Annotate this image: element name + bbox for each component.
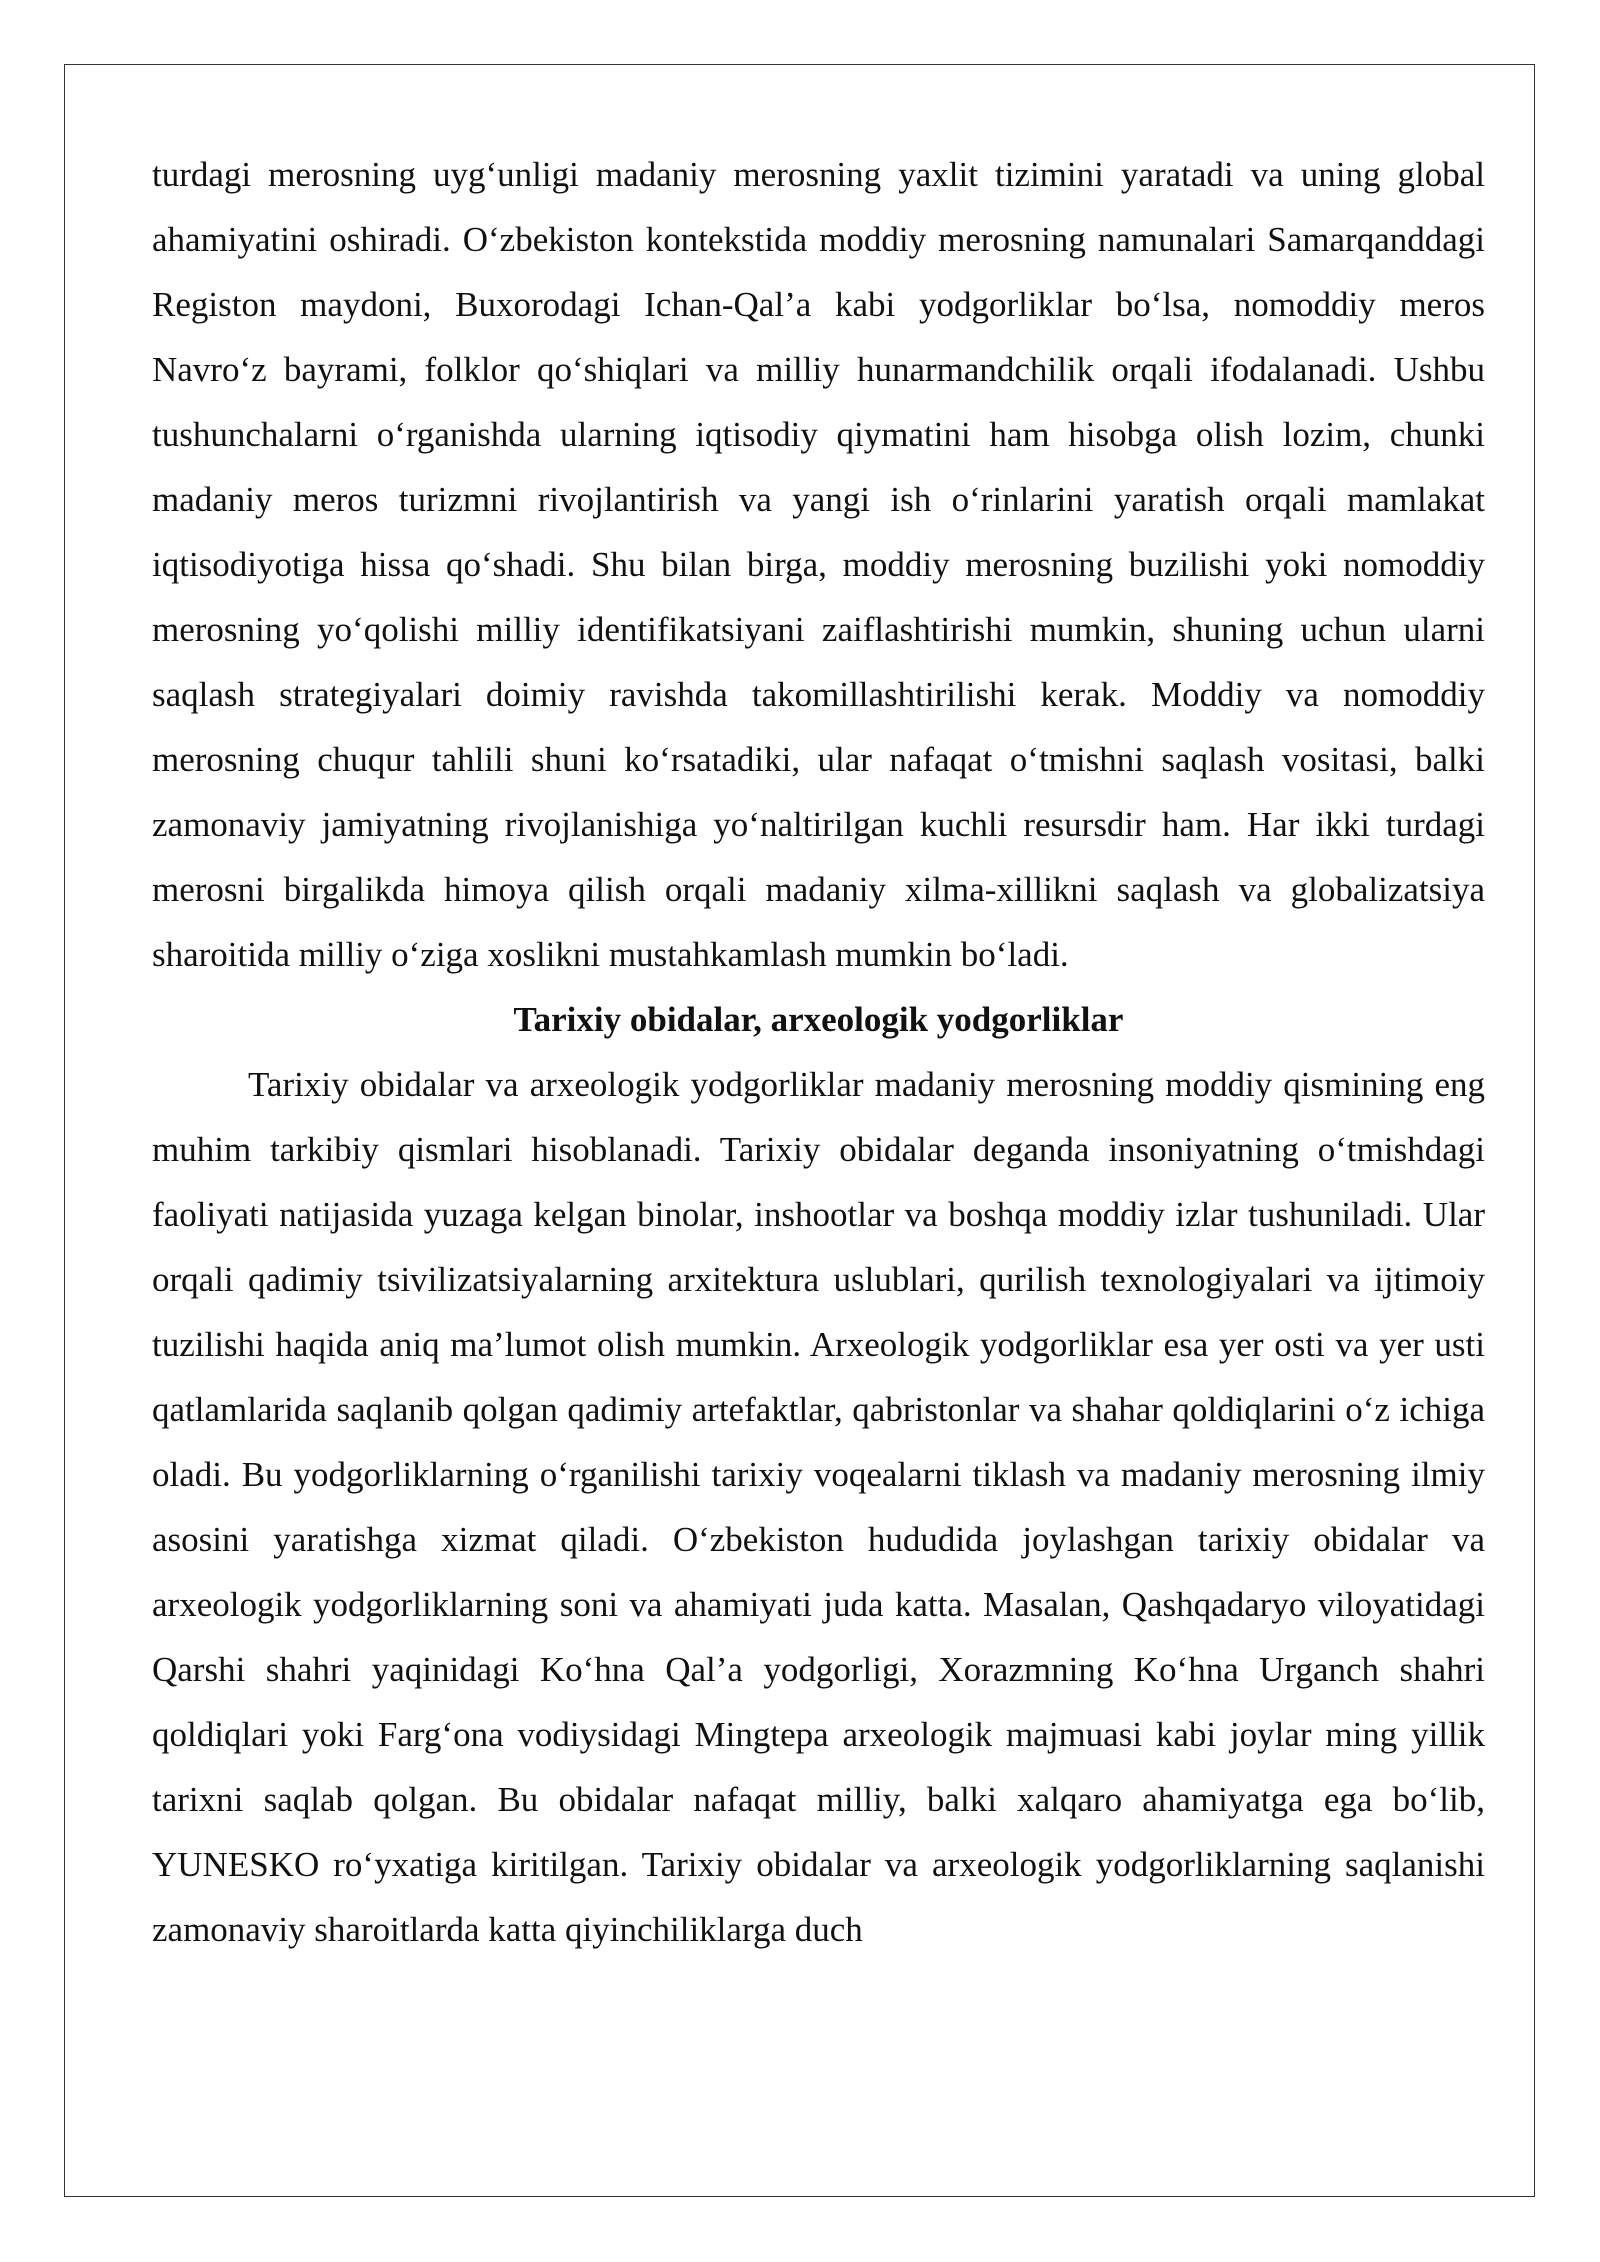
paragraph-historical-monuments: Tarixiy obidalar va arxeologik yodgorliklar madaniy merosning moddiy qismining eng muhim tarkibiy qismlari hisoblanadi. Tarixiy obidalar deganda insoniyatning o‘tmishdagi faoliyati natijasida yuzaga kelgan binolar, inshootlar va boshqa moddiy izlar tushuniladi. Ular orqali qadimiy tsivilizatsiyalarning arxitektura uslublari, qurilish texnologiyalari va ijtimoiy tuzilishi haqida aniq ma’lumot olish mumkin. Arxeologik yodgorliklar esa yer osti va yer usti qatlamlarida saqlanib qolgan qadimiy artefaktlar, qabristonlar va shahar qoldiqlarini o‘z ichiga oladi. Bu yodgorliklarning o‘rganilishi tarixiy voqealarni tiklash va madaniy merosning ilmiy asosini yaratishga xizmat qiladi. O‘zbekiston hududida joylashgan tarixiy obidalar va arxeologik yodgorliklarning soni va ahamiyati juda katta. Masalan, Qashqadaryo viloyatidagi Qarshi shahri yaqinidagi Ko‘hna Qal’a yodgorligi, Xorazmning Ko‘hna Urganch shahri qoldiqlari yoki Farg‘ona vodiysidagi Mingtepa arxeologik majmuasi kabi joylar ming yillik tarixni saqlab qolgan. Bu obidalar nafaqat milliy, balki xalqaro ahamiyatga ega bo‘lib, YUNESKO ro‘yxatiga kiritilgan. Tarixiy obidalar va arxeologik yodgorliklarning saqlanishi zamonaviy sharoitlarda katta qiyinchiliklarga duch [152, 1065, 1485, 1949]
paragraph-continuation: turdagi merosning uyg‘unligi madaniy merosning yaxlit tizimini yaratadi va uning global ahamiyatini oshiradi. O‘zbekiston kontekstida moddiy merosning namunalari Samarqanddagi Registon maydoni, Buxorodagi Ichan-Qal’a kabi yodgorliklar bo‘lsa, nomoddiy meros Navro‘z bayrami, folklor qo‘shiqlari va milliy hunarmandchilik orqali ifodalanadi. Ushbu tushunchalarni o‘rganishda ularning iqtisodiy qiymatini ham hisobga olish lozim, chunki madaniy meros turizmni rivojlantirish va yangi ish o‘rinlarini yaratish orqali mamlakat iqtisodiyotiga hissa qo‘shadi. Shu bilan birga, moddiy merosning buzilishi yoki nomoddiy merosning yo‘qolishi milliy identifikatsiyani zaiflashtirishi mumkin, shuning uchun ularni saqlash strategiyalari doimiy ravishda takomillashtirilishi kerak. Moddiy va nomoddiy merosning chuqur tahlili shuni ko‘rsatadiki, ular nafaqat o‘tmishni saqlash vositasi, balki zamonaviy jamiyatning rivojlanishiga yo‘naltirilgan kuchli resursdir ham. Har ikki turdagi merosni birgalikda himoya qilish orqali madaniy xilma-xillikni saqlash va globalizatsiya sharoitida milliy o‘ziga xoslikni mustahkamlash mumkin bo‘ladi. [152, 155, 1485, 974]
document-body [152, 142, 1485, 1962]
section-heading: Tarixiy obidalar, arxeologik yodgorliklar [513, 1000, 1124, 1039]
